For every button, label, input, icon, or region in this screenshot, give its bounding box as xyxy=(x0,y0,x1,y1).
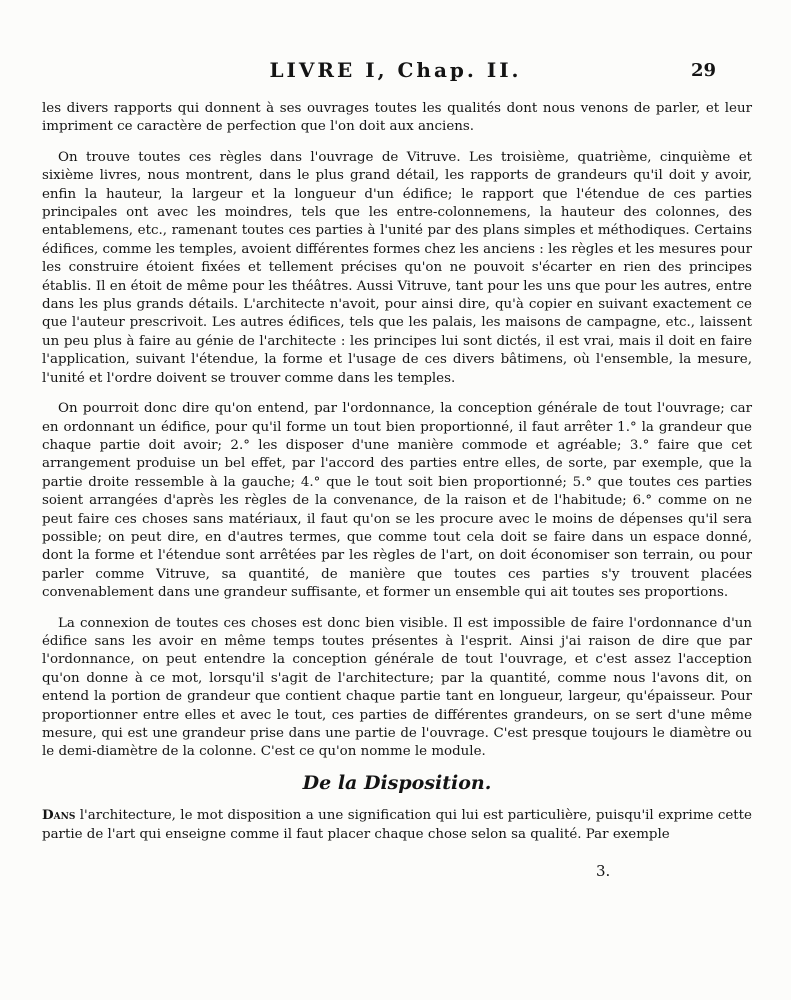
paragraph-vitruve-rules: On trouve toutes ces règles dans l'ouvrage de Vitruve. Les troisième, quatrième, cinquième et sixième livres, nous montrent, dans le plus grand détail, les rapports de grandeurs qu'il doit y avoir, enfin la hauteur, la largeur et la longueur d'un édifice; le rapport que l'étendue de ces parties principales ont avec les moindres, tels que les entre-colonnemens, la hauteur des colonnes, des entablemens, etc., ramenant toutes ces parties à l'unité par des plans simples et méthodiques. Certains édifices, comme les temples, avoient différentes formes chez les anciens : les règles et les mesures pour les construire étoient fixées et tellement précises qu'on ne pouvoit s'écarter en rien des principes établis. Il en étoit de même pour les théâtres. Aussi Vitruve, tant pour les uns que pour les autres, entre dans les plus grands détails. L'architecte n'avoit, pour ainsi dire, qu'à copier en suivant exactement ce que l'auteur prescrivoit. Les autres édifices, tels que les palais, les maisons de campagne, etc., laissent un peu plus à faire au génie de l'architecte : les principes lui sont dictés, il est vrai, mais il doit en faire l'application, suivant l'étendue, la forme et l'usage de ces divers bâtimens, où l'ensemble, la mesure, l'unité et l'ordre doivent se trouver comme dans les temples. xyxy=(42,149,752,386)
section-title: De la Disposition. xyxy=(302,771,492,794)
body-text xyxy=(42,100,752,856)
page-number: 29 xyxy=(690,60,716,81)
signature-mark: 3. xyxy=(596,862,611,880)
paragraph-disposition-text: l'architecture, le mot disposition a une signification qui lui est particulière, puisqu'il exprime cette partie de l'art qui enseigne comme il faut placer chaque chose selon sa qualité. Par exemple xyxy=(42,808,752,842)
running-head xyxy=(0,58,791,92)
chapter-heading: LIVRE I, Chap. II. xyxy=(269,58,522,82)
paragraph-disposition xyxy=(42,806,752,844)
paragraph-ordonnance: On pourroit donc dire qu'on entend, par l'ordonnance, la conception générale de tout l'ouvrage; car en ordonnant un édifice, pour qu'il forme un tout bien proportionné, il faut arrêter 1.° la grandeur que chaque partie doit avoir; 2.° les disposer d'une manière commode et agréable; 3.° faire que cet arrangement produise un bel effet, par l'accord des parties entre elles, de sorte, par exemple, que la partie droite ressemble à la gauche; 4.° que le tout soit bien proportionné; 5.° que toutes ces parties soient arrangées d'après les règles de la convenance, de la raison et de l'habitude; 6.° comme on ne peut faire ces choses sans matériaux, il faut qu'on se les procure avec le moins de dépenses qu'il sera possible; on peut dire, en d'autres termes, que comme tout cela doit se faire dans un espace donné, dont la forme et l'étendue sont arrêtées par les règles de l'art, on doit économiser son terrain, ou pour parler comme Vitruve, sa quantité, de manière que toutes ces parties s'y trouvent placées convenablement dans une grandeur suffisante, et former un ensemble qui ait toutes ses proportions. xyxy=(42,401,752,601)
lead-in-word: Dans xyxy=(42,807,76,824)
paragraph-continuation: les divers rapports qui donnent à ses ouvrages toutes les qualités dont nous venons de parler, et leur impriment ce caractère de perfection que l'on doit aux anciens. xyxy=(42,101,752,135)
paragraph-connexion: La connexion de toutes ces choses est donc bien visible. Il est impossible de faire l'ordonnance d'un édifice sans les avoir en même temps toutes présentes à l'esprit. Ainsi j'ai raison de dire que par l'ordonnance, on peut entendre la conception générale de tout l'ouvrage, et c'est assez l'acception qu'on donne à ce mot, lorsqu'il s'agit de l'architecture; par la quantité, comme nous l'avons dit, on entend la portion de grandeur que contient chaque partie tant en longueur, largeur, qu'épaisseur. Pour proportionner entre elles et avec le tout, ces parties de différentes grandeurs, on se sert d'une même mesure, qui est une grandeur prise dans une partie de l'ouvrage. C'est presque toujours le diamètre ou le demi-diamètre de la colonne. C'est ce qu'on nomme le module. xyxy=(42,615,752,760)
